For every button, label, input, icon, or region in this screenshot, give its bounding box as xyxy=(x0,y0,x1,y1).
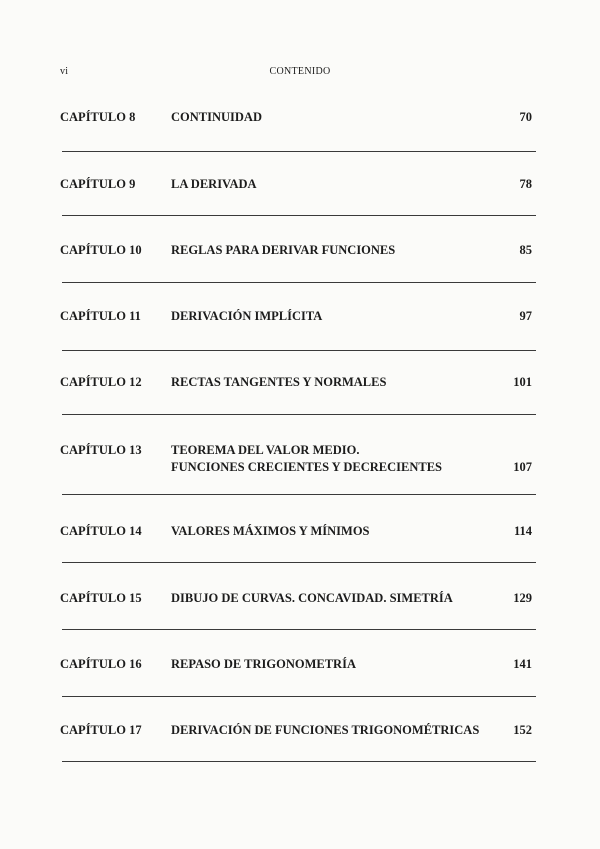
chapter-title xyxy=(171,590,453,607)
chapter-title-line: RECTAS TANGENTES Y NORMALES xyxy=(171,375,387,389)
chapter-title-line: DERIVACIÓN DE FUNCIONES TRIGONOMÉTRICAS xyxy=(171,723,480,737)
running-head: CONTENIDO xyxy=(269,66,331,77)
chapter-title xyxy=(171,656,356,673)
divider-rule xyxy=(62,350,536,351)
chapter-title-line: DERIVACIÓN IMPLÍCITA xyxy=(171,309,323,323)
chapter-label: CAPÍTULO 16 xyxy=(60,657,142,671)
chapter-title xyxy=(171,523,370,540)
divider-rule xyxy=(62,562,536,563)
page-number: vi xyxy=(60,66,69,77)
chapter-page-number: 85 xyxy=(519,243,532,257)
chapter-title-line: REPASO DE TRIGONOMETRÍA xyxy=(171,657,356,671)
chapter-label: CAPÍTULO 14 xyxy=(60,524,142,538)
chapter-title-line: CONTINUIDAD xyxy=(171,110,262,124)
chapter-page-number: 141 xyxy=(513,657,532,671)
chapter-title xyxy=(171,242,395,259)
chapter-label: CAPÍTULO 10 xyxy=(60,243,142,257)
divider-rule xyxy=(62,215,536,216)
chapter-label: CAPÍTULO 15 xyxy=(60,591,142,605)
chapter-title xyxy=(171,109,262,126)
chapter-label: CAPÍTULO 11 xyxy=(60,309,141,323)
divider-rule xyxy=(62,629,536,630)
chapter-label: CAPÍTULO 17 xyxy=(60,723,142,737)
chapter-page-number: 129 xyxy=(513,591,532,605)
chapter-page-number: 97 xyxy=(519,309,532,323)
chapter-title xyxy=(171,722,479,739)
chapter-title-line: LA DERIVADA xyxy=(171,177,257,191)
divider-rule xyxy=(62,494,536,495)
chapter-page-number: 78 xyxy=(519,177,532,191)
chapter-label: CAPÍTULO 12 xyxy=(60,375,142,389)
chapter-page-number: 152 xyxy=(513,723,532,737)
divider-rule xyxy=(62,414,536,415)
chapter-title xyxy=(171,176,257,193)
chapter-title xyxy=(171,374,386,391)
chapter-title-line: TEOREMA DEL VALOR MEDIO. xyxy=(171,443,360,457)
chapter-page-number: 101 xyxy=(513,375,532,389)
divider-rule xyxy=(62,696,536,697)
chapter-label: CAPÍTULO 8 xyxy=(60,110,136,124)
chapter-title xyxy=(171,308,322,325)
chapter-label: CAPÍTULO 9 xyxy=(60,177,136,191)
divider-rule xyxy=(62,761,536,762)
chapter-title-line: REGLAS PARA DERIVAR FUNCIONES xyxy=(171,243,396,257)
chapter-title xyxy=(171,442,442,476)
chapter-page-number: 70 xyxy=(519,110,532,124)
chapter-page-number: 107 xyxy=(513,460,532,474)
chapter-title-line: DIBUJO DE CURVAS. CONCAVIDAD. SIMETRÍA xyxy=(171,591,453,605)
divider-rule xyxy=(62,282,536,283)
chapter-title-line: FUNCIONES CRECIENTES Y DECRECIENTES xyxy=(171,460,443,474)
chapter-label: CAPÍTULO 13 xyxy=(60,443,142,457)
divider-rule xyxy=(62,151,536,152)
chapter-page-number: 114 xyxy=(513,524,532,538)
chapter-title-line: VALORES MÁXIMOS Y MÍNIMOS xyxy=(171,524,370,538)
